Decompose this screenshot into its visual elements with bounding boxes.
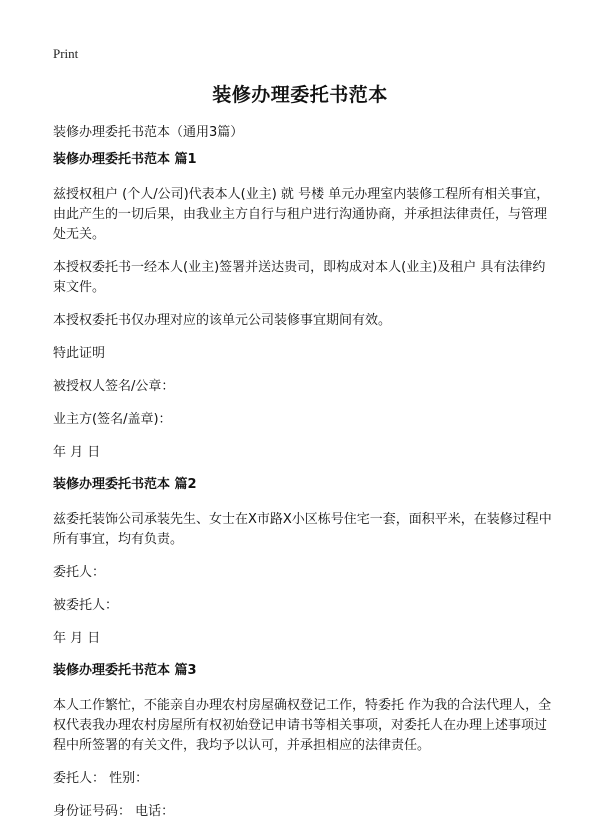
document-content xyxy=(53,151,553,835)
field-line: 委托人： 性别： xyxy=(53,771,149,786)
paragraph: 本授权委托书仅办理对应的该单元公司装修事宜期间有效。 xyxy=(53,313,392,328)
print-link[interactable]: Print xyxy=(53,46,79,61)
paragraph: 兹授权租户 (个人/公司)代表本人(业主) 就 号楼 单元办理室内装修工程所有相关事宜，由此产生的一切后果，由我业主方自行与租户进行沟通协商，并承担法律责任，与管理处无关。 xyxy=(53,187,550,242)
section-heading: 装修办理委托书范本 篇3 xyxy=(53,663,197,678)
page-title: 装修办理委托书范本 xyxy=(212,84,388,106)
date-line: 年 月 日 xyxy=(53,445,101,460)
date-line: 年 月 日 xyxy=(53,631,101,646)
paragraph: 本人工作繁忙，不能亲自办理农村房屋确权登记工作，特委托 作为我的合法代理人，全权代表我办理农村房屋所有权初始登记申请书等相关事项，对委托人在办理上述事项过程中所签署的有关文件，我均予以认可，并承担相应的法律责任。 xyxy=(53,698,552,753)
signature-line: 被授权人签名/公章： xyxy=(53,379,175,394)
section-heading: 装修办理委托书范本 篇2 xyxy=(53,477,197,492)
signature-line: 被委托人： xyxy=(53,598,119,613)
document-subtitle: 装修办理委托书范本（通用3篇） xyxy=(53,125,244,140)
signature-line: 委托人： xyxy=(53,565,106,580)
section-1 xyxy=(53,151,553,463)
paragraph: 特此证明 xyxy=(53,346,106,361)
field-line: 身份证号码： 电话： xyxy=(53,804,175,819)
section-heading: 装修办理委托书范本 篇1 xyxy=(53,152,197,167)
section-2 xyxy=(53,476,553,649)
section-3 xyxy=(53,662,553,822)
signature-line: 业主方(签名/盖章)： xyxy=(53,412,172,427)
paragraph: 兹委托装饰公司承装先生、女士在X市路X小区栋号住宅一套，面积平米，在装修过程中所有事宜，均有负责。 xyxy=(53,512,552,547)
paragraph: 本授权委托书一经本人(业主)签署并送达贵司，即构成对本人(业主)及租户 具有法律约束文件。 xyxy=(53,260,546,295)
